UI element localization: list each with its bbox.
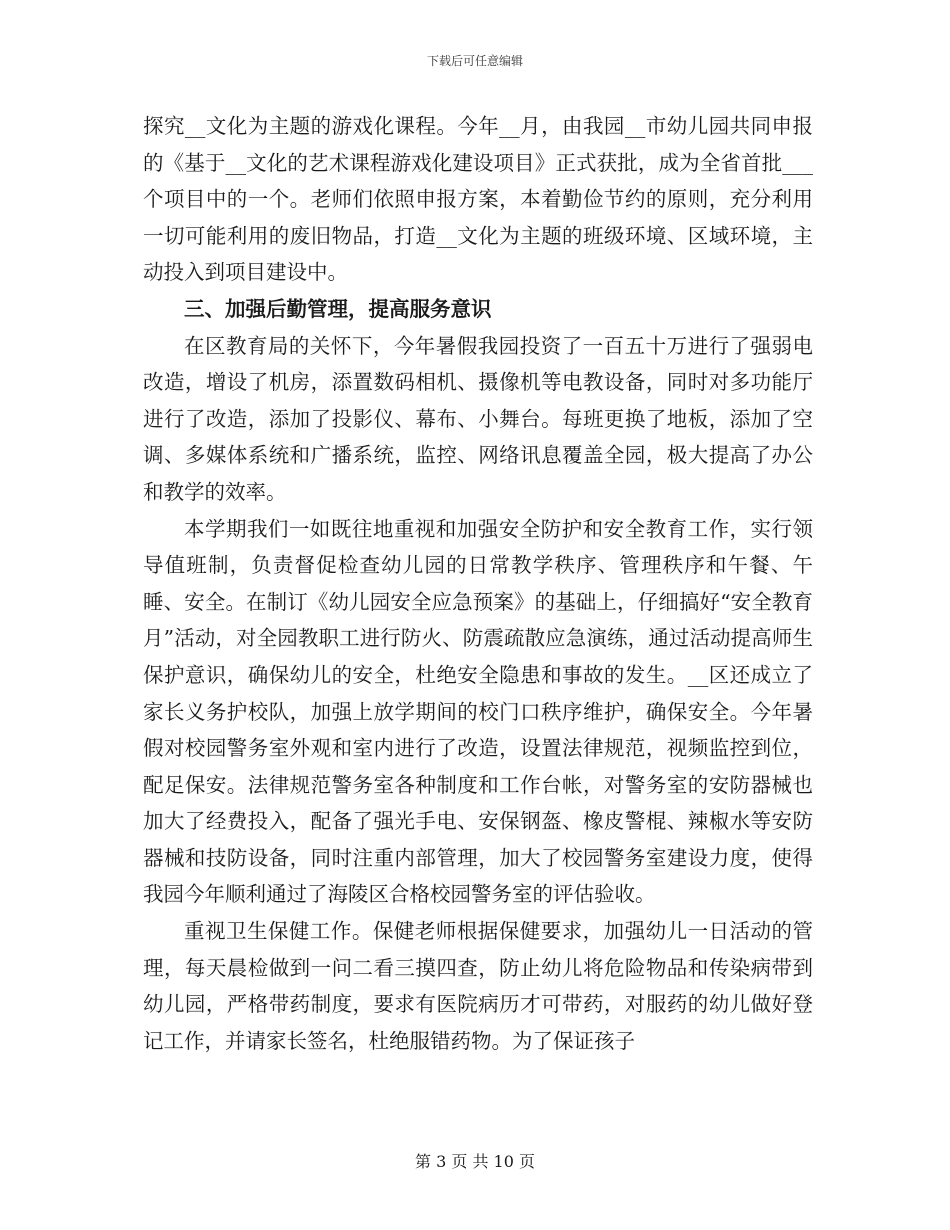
paragraph-health: 重视卫生保健工作。保健老师根据保健要求，加强幼儿一日活动的管理，每天晨检做到一问二看三摸四查，防止幼儿将危险物品和传染病带到幼儿园，严格带药制度，要求有医院病历才可带药，对服药的幼儿做好登记工作，并请家长签名，杜绝服错药物。为了保证孩子	[143, 919, 813, 1053]
paragraph-safety: 本学期我们一如既往地重视和加强安全防护和安全教育工作，实行领导值班制，负责督促检查幼儿园的日常教学秩序、管理秩序和午餐、午睡、安全。在制订《幼儿园安全应急预案》的基础上，仔细搞好“安全教育月”活动，对全园教职工进行防火、防震疏散应急演练，通过活动提高师生保护意识，确保幼儿的安全，杜绝安全隐患和事故的发生。__区还成立了家长义务护校队，加强上放学期间的校门口秩序维护，确保安全。今年暑假对校园警务室外观和室内进行了改造，设置法律规范，视频监控到位，配足保安。法律规范警务室各种制度和工作台帐，对警务室的安防器械也加大了经费投入，配备了强光手电、安保钢盔、橡皮警棍、辣椒水等安防器械和技防设备，同时注重内部管理，加大了校园警务室建设力度，使得我园今年顺利通过了海陵区合格校园警务室的评估验收。	[143, 516, 813, 907]
page-header: 下载后可任意编辑	[426, 54, 523, 68]
paragraph-continuation: 探究__文化为主题的游戏化课程。今年__月，由我园__市幼儿园共同申报的《基于__文化的艺术课程游戏化建设项目》正式获批，成为全省首批___个项目中的一个。老师们依照申报方案，本着勤俭节约的原则，充分利用一切可能利用的废旧物品，打造__文化为主题的班级环境、区域环境，主动投入到项目建设中。	[143, 114, 813, 285]
document-body	[143, 108, 813, 1059]
paragraph-facilities: 在区教育局的关怀下，今年暑假我园投资了一百五十万进行了强弱电改造，增设了机房，添置数码相机、摄像机等电教设备，同时对多功能厅进行了改造，添加了投影仪、幕布、小舞台。每班更换了地板，添加了空调、多媒体系统和广播系统，监控、网络讯息覆盖全园，极大提高了办公和教学的效率。	[143, 333, 813, 504]
page-number: 第 3 页 共 10 页	[415, 1152, 535, 1171]
section-heading: 三、加强后勤管理，提高服务意识	[184, 296, 492, 321]
